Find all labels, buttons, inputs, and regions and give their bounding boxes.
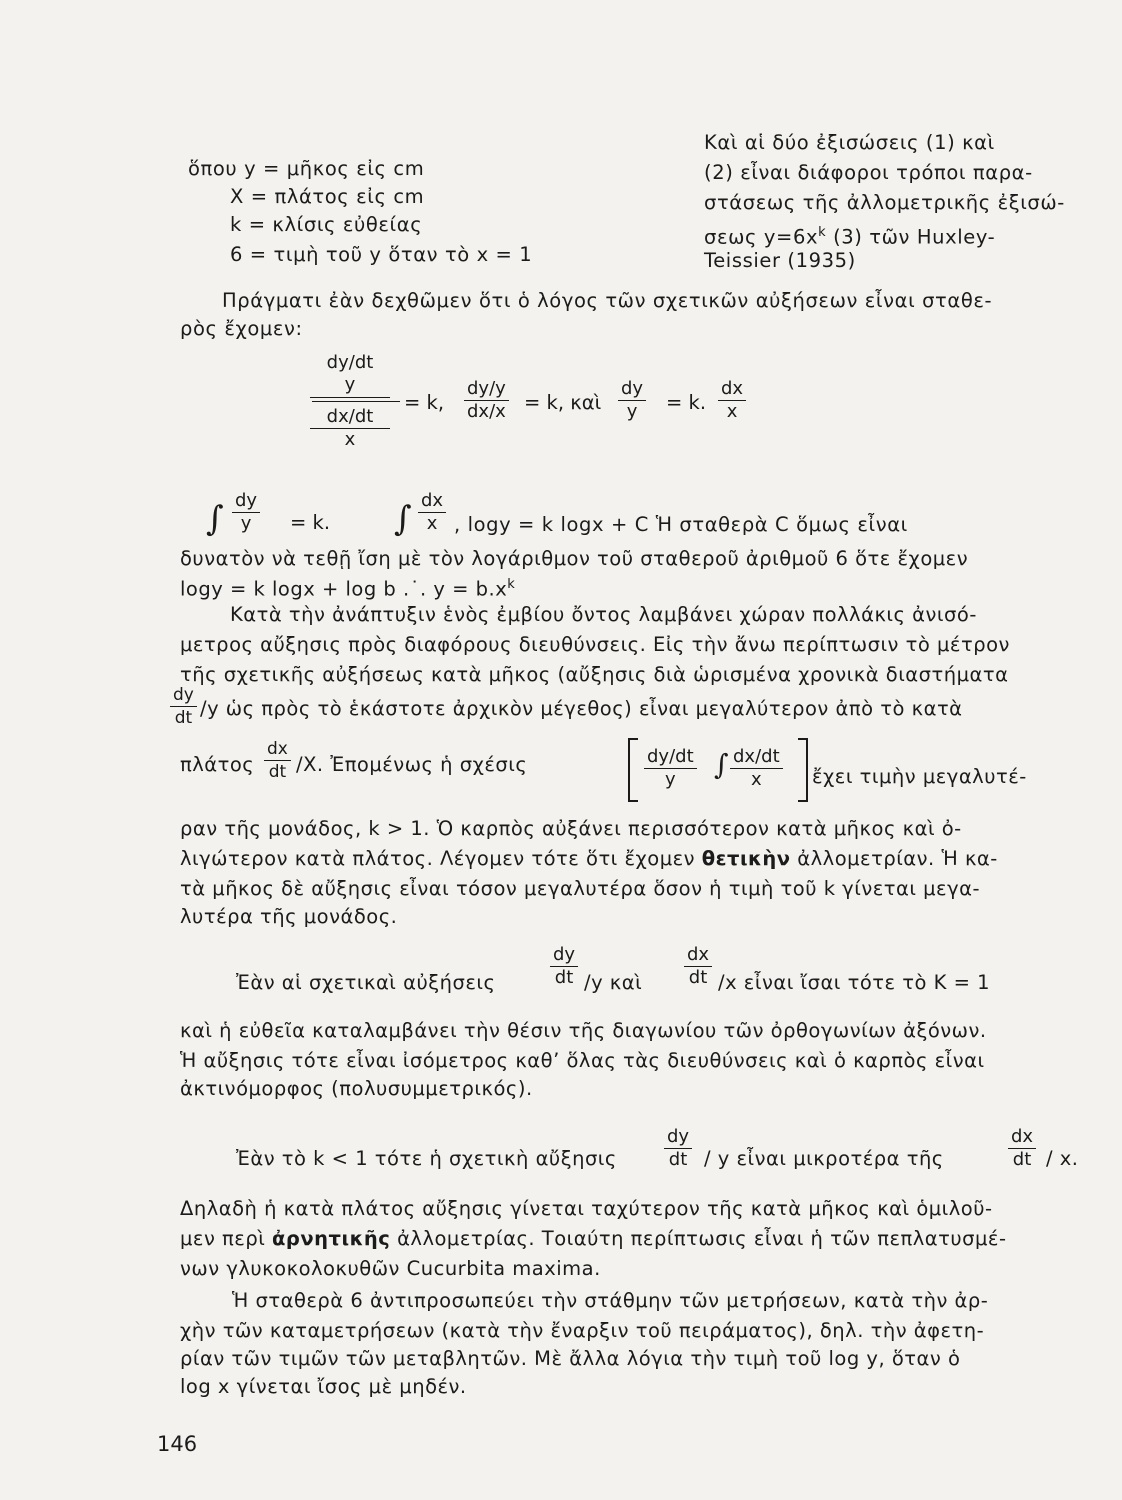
para3-f5-num: dx	[264, 738, 291, 761]
para5-line-3a: μεν περὶ	[180, 1227, 266, 1250]
eq1-fraction-3	[618, 378, 646, 423]
para3-line-5b: /X. Ἐπομένως ἡ σχέσις	[296, 753, 528, 776]
left-bracket	[628, 738, 638, 802]
eq1-compound-fraction	[310, 352, 390, 398]
eq1-equals-k2: = k.	[666, 391, 707, 414]
exponent-k: k	[818, 225, 827, 240]
bracket-f1-den: y	[664, 769, 676, 790]
eq1-f2-num: dy/y	[464, 378, 509, 401]
para3-line-5c: ἔχει τιμὴν μεγαλυτέ-	[812, 765, 1027, 788]
eq2-fraction-1	[232, 490, 260, 535]
definition-y: ὅπου y = μῆκος εἰς cm	[188, 157, 425, 180]
eq1-den-top: dx/dt	[310, 406, 390, 429]
para4-frac-2	[684, 944, 712, 989]
para4-line-1c: /x εἶναι ἴσαι τότε τὸ K = 1	[718, 971, 991, 994]
bracket-f2-num: dx/dt	[730, 746, 783, 769]
para4-f2-num: dx	[684, 944, 712, 967]
eq2-f2-den: x	[426, 513, 438, 534]
eq2-f1-den: y	[240, 513, 252, 534]
para4-f1-den: dt	[554, 967, 574, 988]
eq1-num-bot: y	[310, 374, 390, 398]
eq1-denominator	[310, 406, 390, 451]
para5-f2-num: dx	[1008, 1126, 1036, 1149]
para4-frac-1	[550, 944, 578, 989]
bracket-f2-den: x	[750, 769, 762, 790]
para4-line-4: ἀκτινόμορφος (πολυσυμμετρικός).	[180, 1077, 533, 1100]
para4-line-2: καὶ ἡ εὐθεῖα καταλαμβάνει τὴν θέσιν τῆς διαγωνίου τῶν ὀρθογωνίων ἀξόνων.	[180, 1019, 987, 1042]
right-col-line-5: Teissier (1935)	[704, 249, 856, 272]
right-col-line-1: Καὶ αἱ δύο ἐξισώσεις (1) καὶ	[704, 131, 995, 154]
log-equation: logy = k logx + log b .˙. y = b.x	[180, 577, 508, 601]
huxley-ref: (3) τῶν Huxley-	[833, 225, 996, 249]
definition-x: X = πλάτος εἰς cm	[230, 185, 425, 208]
para5-line-3b: ἀλλομετρίας. Τοιαύτη περίπτωσις εἶναι ἡ τῶν πεπλατυσμέ-	[397, 1227, 1007, 1250]
para4-line-1a: Ἐὰν αἱ σχετικαὶ αὐξήσεις	[236, 971, 496, 994]
bracket-f1-num: dy/dt	[644, 746, 697, 769]
definition-b: 6 = τιμὴ τοῦ y ὅταν τὸ x = 1	[230, 243, 533, 266]
para3-line-7	[180, 846, 998, 872]
para5-line-1b: / y εἶναι μικροτέρα τῆς	[704, 1147, 944, 1170]
eq1-main-bar	[312, 401, 400, 402]
para3-frac-dy-dt	[170, 684, 197, 729]
right-bracket	[798, 738, 808, 802]
para5-line-2: Δηλαδὴ ἡ κατὰ πλάτος αὔξησις γίνεται ταχύτερον τῆς κατὰ μῆκος καὶ ὁμιλοῦ-	[180, 1197, 993, 1220]
eq2-f1-num: dy	[232, 490, 260, 513]
para5-f2-den: dt	[1012, 1149, 1032, 1170]
para3-line-2: μετρος αὔξησις πρὸς διαφόρους διευθύνσεις. Εἰς τὴν ἄνω περίπτωσιν τὸ μέτρον	[180, 633, 1010, 656]
para5-line-4: νων γλυκοκολοκυθῶν Cucurbita maxima.	[180, 1257, 601, 1280]
right-col-line-4	[704, 220, 995, 251]
allometric-eq: σεως y=6x	[704, 225, 819, 249]
eq2-equals-k: = k.	[290, 511, 331, 534]
para6-line-4: log x γίνεται ἴσος μὲ μηδέν.	[180, 1375, 467, 1398]
para5-f1-num: dy	[664, 1126, 692, 1149]
para1-line-2: ρὸς ἔχομεν:	[180, 317, 303, 340]
para5-frac-2	[1008, 1126, 1036, 1171]
para2-line-2	[180, 572, 515, 603]
eq1-f2-den: dx/x	[467, 401, 506, 422]
eq1-den-bot: x	[344, 429, 356, 450]
para3-line-7b: ἀλλομετρίαν. Ἡ κα-	[797, 847, 998, 870]
para4-line-1b: /y καὶ	[584, 971, 643, 994]
para3-frac-den: dt	[174, 708, 193, 728]
term-arnitikis: ἀρνητικῆς	[272, 1227, 391, 1250]
right-col-line-2: (2) εἶναι διάφοροι τρόποι παρα-	[704, 161, 1033, 184]
para3-frac-num: dy	[170, 684, 197, 707]
definition-k: k = κλίσις εὐθείας	[230, 213, 423, 236]
para5-line-3	[180, 1226, 1007, 1252]
integral-sign-1: ∫	[206, 499, 224, 539]
eq1-fraction-2	[464, 378, 509, 423]
para4-f1-num: dy	[550, 944, 578, 967]
para3-line-1: Κατὰ τὴν ἀνάπτυξιν ἑνὸς ἐμβίου ὄντος λαμβάνει χώραν πολλάκις ἀνισό-	[230, 603, 977, 626]
eq1-mid: = k, καὶ	[524, 391, 602, 414]
para6-line-2: χὴν τῶν καταμετρήσεων (κατὰ τὴν ἔναρξιν τοῦ πειράματος), δηλ. τὴν ἀφετη-	[180, 1319, 985, 1342]
para1-line-1: Πράγματι ἐὰν δεχθῶμεν ὅτι ὁ λόγος τῶν σχετικῶν αὐξήσεων εἶναι σταθε-	[222, 289, 993, 312]
para3-line-9: λυτέρα τῆς μονάδος.	[180, 905, 398, 928]
eq2-fraction-2	[418, 490, 446, 535]
eq1-num-top: dy/dt	[326, 352, 374, 373]
para4-f2-den: dt	[688, 967, 708, 988]
para6-line-3: ρίαν τῶν τιμῶν τῶν μεταβλητῶν. Μὲ ἄλλα λόγια τὴν τιμὴ τοῦ log y, ὅταν ὁ	[180, 1347, 961, 1370]
para3-frac-dx-dt	[264, 738, 291, 783]
term-thetiki: θετικὴν	[701, 847, 791, 870]
log-exponent-k: k	[507, 577, 516, 592]
para2-line-1: δυνατὸν νὰ τεθῇ ἴση μὲ τὸν λογάριθμον τοῦ σταθεροῦ ἀριθμοῦ 6 ὅτε ἔχομεν	[180, 547, 969, 570]
eq2-f2-num: dx	[418, 490, 446, 513]
para3-f5-den: dt	[268, 762, 287, 782]
para3-line-5a: πλάτος	[180, 753, 255, 776]
eq1-f4-num: dx	[718, 378, 746, 401]
para3-line-4: /y ὡς πρὸς τὸ ἑκάστοτε ἀρχικὸν μέγεθος) εἶναι μεγαλύτερον ἀπὸ τὸ κατὰ	[200, 697, 963, 720]
para5-line-1a: Ἐὰν τὸ k < 1 τότε ἡ σχετικὴ αὔξησις	[236, 1147, 617, 1170]
para5-frac-1	[664, 1126, 692, 1171]
para3-line-6: ραν τῆς μονάδος, k > 1. Ὁ καρπὸς αὐξάνει περισσότερον κατὰ μῆκος καὶ ὀ-	[180, 817, 962, 840]
eq1-fraction-4	[718, 378, 746, 423]
para5-line-1c: / x.	[1046, 1147, 1079, 1170]
bracket-fraction-2	[730, 746, 783, 791]
para4-line-3: Ἡ αὔξησις τότε εἶναι ἰσόμετρος καθ’ ὅλας τὰς διευθύνσεις καὶ ὁ καρπὸς εἶναι	[180, 1049, 985, 1072]
eq2-tail: , logy = k logx + C Ἡ σταθερὰ C ὅμως εἶναι	[454, 513, 908, 536]
integral-sign-2: ∫	[394, 499, 412, 539]
bracket-fraction-1	[644, 746, 697, 791]
para3-line-8: τὰ μῆκος δὲ αὔξησις εἶναι τόσον μεγαλυτέρα ὅσον ἡ τιμὴ τοῦ k γίνεται μεγα-	[180, 877, 981, 900]
para3-line-3: τῆς σχετικῆς αὐξήσεως κατὰ μῆκος (αὔξησις διὰ ὡρισμένα χρονικὰ διαστήματα	[180, 663, 1009, 686]
eq1-f3-num: dy	[618, 378, 646, 401]
para3-line-7a: λιγώτερον κατὰ πλάτος. Λέγομεν τότε ὅτι ἔχομεν	[180, 847, 696, 870]
page-number: 146	[157, 1432, 198, 1456]
para6-line-1: Ἡ σταθερὰ 6 ἀντιπροσωπεύει τὴν στάθμην τῶν μετρήσεων, κατὰ τὴν ἀρ-	[232, 1289, 989, 1312]
eq1-f3-den: y	[626, 401, 638, 422]
right-col-line-3: στάσεως τῆς ἀλλομετρικῆς ἐξισώ-	[704, 191, 1065, 214]
bracket-integral-sign: ∫	[714, 748, 729, 781]
eq1-f4-den: x	[726, 401, 738, 422]
eq1-equals-k: = k,	[404, 391, 445, 414]
para5-f1-den: dt	[668, 1149, 688, 1170]
